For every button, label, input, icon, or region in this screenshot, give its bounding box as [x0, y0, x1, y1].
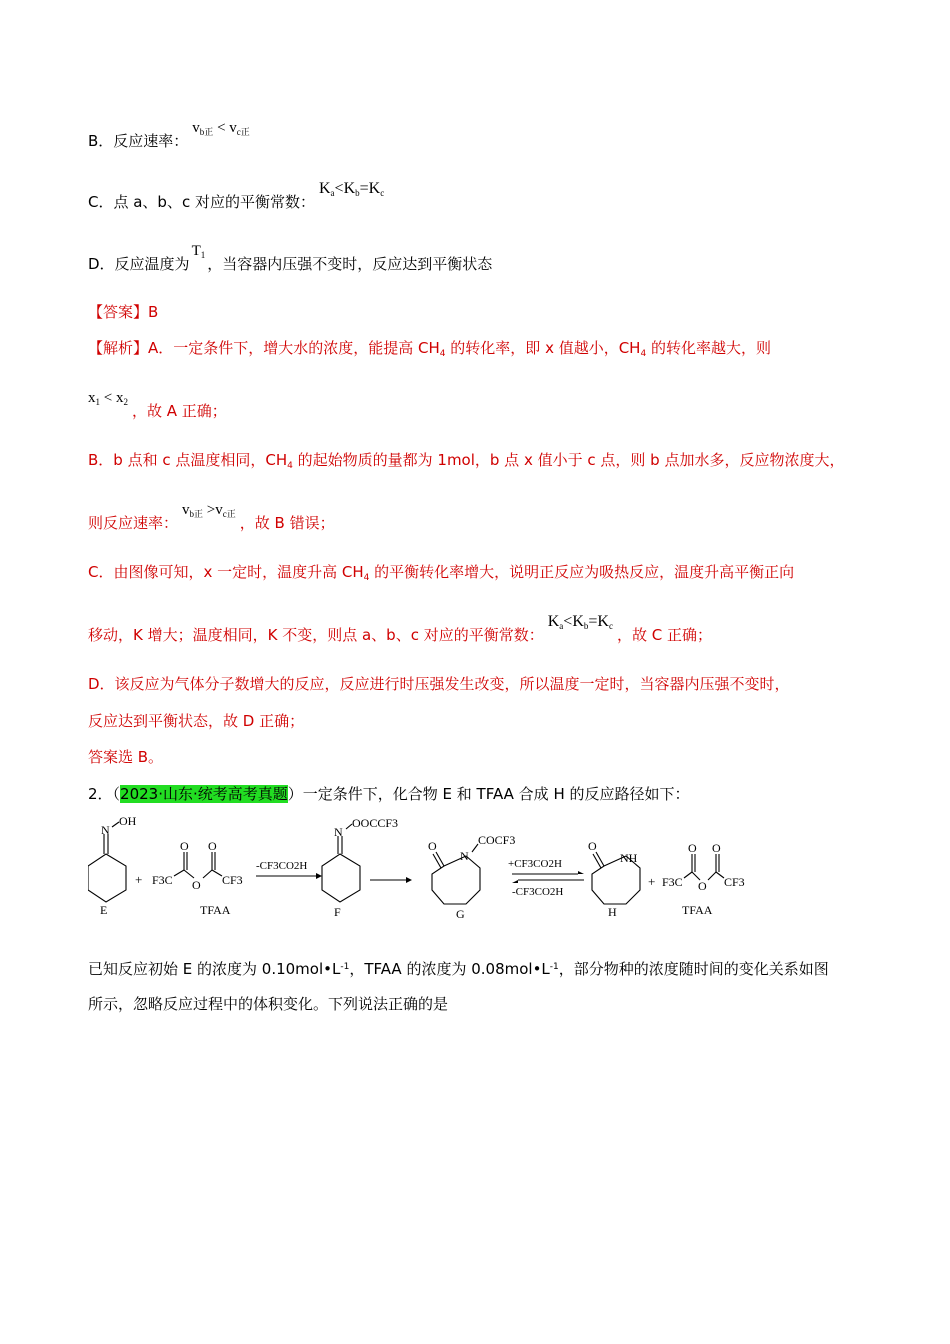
tfaa2-o3: O: [712, 841, 721, 855]
tfaa1-f3c: F3C: [152, 873, 173, 887]
tfaa2-label: TFAA: [682, 903, 713, 917]
option-d-formula: $T_1$: [191, 243, 206, 260]
g-label: G: [456, 907, 465, 921]
g-cocf3-label: COCF3: [478, 833, 516, 847]
tfaa2-o2: O: [698, 879, 707, 893]
plus-2: +: [648, 874, 656, 889]
step1-reagent: -CF3CO2H: [256, 860, 308, 872]
analysis-a-formula: $x_1 < x_2$: [88, 390, 128, 407]
forward-reagent: +CF3CO2H: [508, 858, 562, 870]
analysis-b-formula: $v_{b正} >v_{c正}$: [182, 502, 236, 519]
e-oh-label: OH: [119, 814, 137, 828]
option-c: [88, 180, 388, 217]
h-nh-label: NH: [620, 851, 638, 865]
tfaa1-o1: O: [180, 839, 189, 853]
analysis-d-line1: D．该反应为气体分子数增大的反应，反应进行时压强发生改变，所以温度一定时，当容器内压强不变时，: [88, 675, 790, 693]
g-o-label: O: [428, 839, 437, 853]
analysis-c-formula: $K_a<K_b=K_c$: [547, 613, 613, 631]
analysis-b-line1: B．b 点和 c 点温度相同，$CH_4$ 的起始物质的量都为 1mol，b 点 x 值小于 c 点，则 b 点加水多，反应物浓度大，: [88, 451, 845, 471]
question-number: 2．（: [88, 785, 121, 803]
f-label: F: [334, 905, 341, 919]
tfaa1-o2: O: [192, 878, 201, 892]
tfaa2-f3c: F3C: [662, 875, 683, 889]
analysis-a-line1: 【解析】A．一定条件下，增大水的浓度，能提高 $CH_4$ 的转化率，即 x 值越小，$CH_4$ 的转化率越大，则: [88, 339, 771, 359]
analysis-c-line2: 移动，K 增大；温度相同，K 不变，则点 a、b、c 对应的平衡常数：$K_a<K_b=K_c$ ，故 C 正确；: [88, 613, 712, 644]
option-d-suffix: ，当容器内压强不变时，反应达到平衡状态: [207, 255, 493, 273]
option-d-text: D．反应温度为: [88, 255, 190, 273]
compound-tfaa-1: [152, 839, 243, 917]
e-n-label: N: [101, 823, 110, 837]
tfaa2-cf3: CF3: [724, 875, 745, 889]
f-oocf3-label: OOCCF3: [352, 816, 399, 830]
f-n-label: N: [334, 825, 343, 839]
question-text: ）一定条件下，化合物 E 和 TFAA 合成 H 的反应路径如下：: [287, 785, 690, 803]
analysis-c-line1: C．由图像可知，x 一定时，温度升高 $CH_4$ 的平衡转化率增大，说明正反应为吸热反应，温度升高平衡正向: [88, 563, 795, 583]
compound-h: [588, 839, 640, 919]
analysis-conclusion: 答案选 B。: [88, 748, 164, 766]
g-n-label: N: [460, 849, 469, 863]
compound-tfaa-2: [662, 841, 745, 917]
option-b-text: B．反应速率：: [88, 132, 189, 150]
reverse-reagent: -CF3CO2H: [512, 886, 564, 898]
compound-f: [322, 816, 398, 919]
answer: 【答案】B: [88, 303, 159, 321]
analysis-a-line2: $x_1 < x_2$ ，故 A 正确；: [88, 390, 227, 420]
question-2-line2: 已知反应初始 E 的浓度为 $0.10mol•L^{-1}$，TFAA 的浓度为 $0.08mol•L^{-1}$，部分物种的浓度随时间的变化关系如图: [88, 960, 829, 978]
question-source-badge: 2023·山东·统考高考真题: [120, 785, 288, 803]
tfaa1-label: TFAA: [200, 903, 231, 917]
reaction-scheme: [88, 812, 768, 924]
compound-g: [428, 833, 515, 921]
h-label: H: [608, 905, 617, 919]
plus-1: +: [135, 872, 143, 887]
question-2-stem: [88, 784, 690, 804]
option-b: [88, 120, 254, 156]
option-b-formula: $v_{b正} < v_{c正}$: [192, 120, 250, 137]
question-2-line3: 所示，忽略反应过程中的体积变化。下列说法正确的是: [88, 995, 449, 1013]
analysis-d-line2: 反应达到平衡状态，故 D 正确；: [88, 712, 305, 730]
option-c-formula: $K_a<K_b=K_c$: [318, 180, 385, 198]
option-c-text: C．点 a、b、c 对应的平衡常数：: [88, 193, 315, 211]
e-label: E: [100, 903, 108, 917]
compound-e: [88, 814, 137, 917]
option-d: [88, 243, 493, 279]
analysis-b-line2: 则反应速率：$v_{b正} >v_{c正}$ ，故 B 错误；: [88, 502, 335, 532]
tfaa1-cf3: CF3: [222, 873, 243, 887]
tfaa1-o3: O: [208, 839, 217, 853]
tfaa2-o1: O: [688, 841, 697, 855]
h-o-label: O: [588, 839, 597, 853]
